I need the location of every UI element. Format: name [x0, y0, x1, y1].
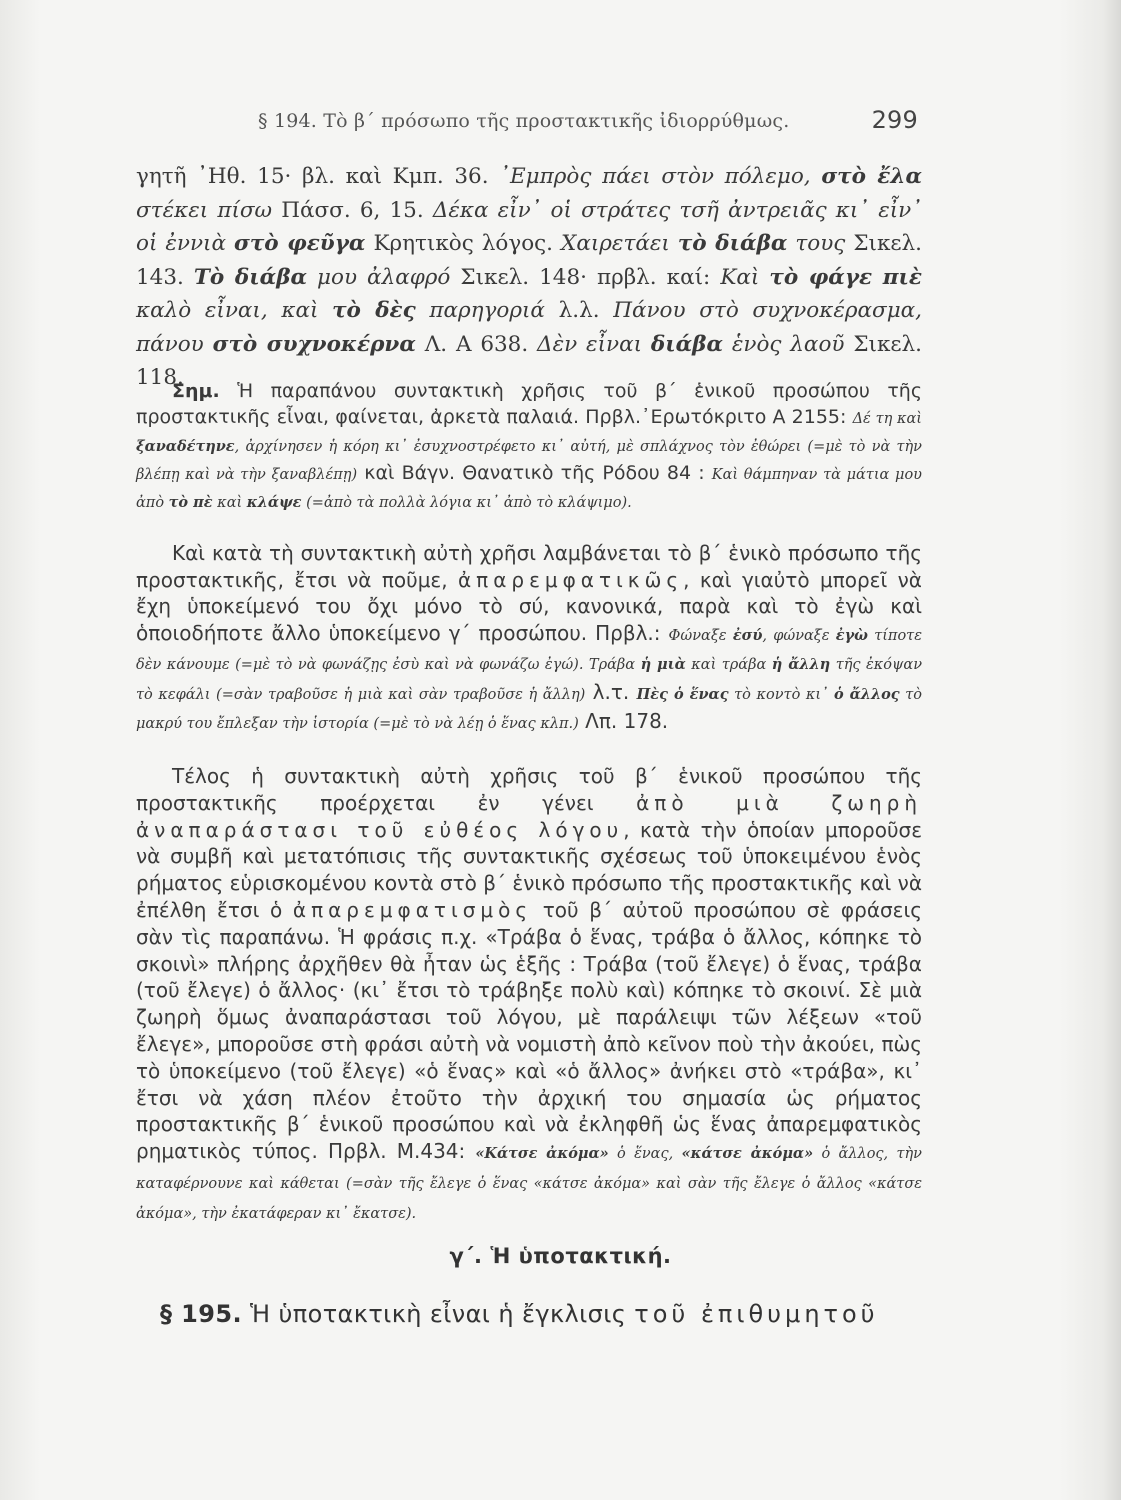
quote-bold: διάβα	[650, 331, 723, 357]
quote-bold: τὸ δὲς	[332, 298, 416, 323]
note-paragraph	[136, 378, 922, 516]
quote-italic: Πάνου στὸ συχνοκέρασμα, πάνου	[136, 298, 923, 357]
quote-italic: τὸ κοντὸ κι᾿	[728, 686, 834, 703]
quote-bold: Πὲς ὁ ἕνας	[636, 685, 729, 703]
quote-italic: Φώναξε	[668, 627, 733, 644]
quote-bold: κλάψε	[246, 494, 302, 511]
quote-italic: Δέ τη καὶ	[852, 411, 922, 427]
text-run: λ.λ.	[544, 298, 614, 323]
quote-bold: ἐσύ	[732, 626, 763, 644]
spaced-term: ἀπαρεμφατισμὸς	[292, 897, 533, 922]
page-gutter-shadow	[1103, 0, 1121, 1500]
quote-italic: τῆς ἐκόψαν τὸ κεφάλι (=σὰν τραβοῦσε ἡ μιὰ καὶ σὰν τραβοῦσε ἡ ἄλλη)	[136, 657, 923, 703]
quote-bold: ὁ ἄλλος	[833, 685, 900, 703]
quote-bold: ξαναδέτηνε	[136, 438, 235, 455]
section-opening-line	[160, 1300, 920, 1328]
quote-italic: τους	[787, 231, 846, 256]
examples-paragraph	[136, 160, 922, 395]
section-number: § 195.	[160, 1300, 242, 1328]
text-run: Λπ. 178.	[578, 709, 669, 733]
note-label: Σημ.	[172, 380, 220, 402]
quote-bold: στὸ φεῦγα	[233, 231, 366, 256]
quote-bold: ἡ μιὰ	[640, 656, 686, 673]
text-run: Σικελ. 148· πρβλ. καί:	[450, 264, 721, 290]
body-paragraph	[136, 763, 922, 1228]
quote-italic: , ἀρχίνησεν ἡ κόρη κι᾿ ἐσυχνοστρέφετο κι᾿ αὐτή, μὲ σπλάχνος τὸν ἐθώρει (=μὲ τὸ νὰ τὴν βλέπῃ καὶ νὰ τὴν ξαναβλέπῃ)	[136, 439, 922, 483]
text-run: Ἡ παραπάνου συντακτικὴ χρῆσις τοῦ β΄ ἑνικοῦ προσώπου τῆς προστακτικῆς εἶναι, φαίνεται, ἀρκετὰ παλαιά. Πρβλ.᾿Ερωτόκριτο Α 2155:	[136, 380, 922, 428]
quote-italic: καλὸ εἶναι, καὶ	[136, 298, 333, 323]
quote-bold: τὸ διάβα	[677, 231, 788, 256]
quote-italic: Χαιρετάει	[561, 231, 678, 256]
quote-bold: «κάτσε ἀκόμα»	[681, 1145, 814, 1163]
quote-bold: ἡ ἄλλη	[771, 656, 831, 673]
quote-bold: τὸ πὲ	[168, 494, 213, 511]
text-run: Σικελ. 143.	[136, 231, 923, 290]
quote-italic: (=ἀπὸ τὰ πολλὰ λόγια κι᾿ ἀπὸ τὸ κλάψιμο).	[301, 495, 632, 511]
quote-italic: ὁ ἄλλος, τὴν καταφέρνουνε καὶ κάθεται (=σὰν τῆς ἔλεγε ὁ ἕνας «κάτσε ἀκόμα» καὶ σὰν τῆς ἔλεγε ὁ ἄλλος «κάτσε ἀκόμα», τὴν ἐκατάφεραν κι᾿ ἔκατσε).	[136, 1146, 922, 1222]
spaced-term: τοῦ ἐπιθυμητοῦ	[634, 1300, 879, 1328]
text-run: , καὶ γιαὐτὸ μπορεῖ νὰ ἔχη ὑποκείμενό του ὄχι μόνο τὸ σύ, κανονικά, παρὰ καὶ τὸ ἐγὼ καὶ ὁποιοδήποτε ἄλλο ὑποκείμενο γ΄ προσώπου. Πρβλ.:	[136, 567, 922, 645]
spaced-term: ἀπαρεμφατικῶς	[457, 567, 684, 592]
text-run: καὶ Βάγν. Θανατικὸ τῆς Ρόδου 84 :	[357, 462, 712, 484]
quote-italic: Καὶ θάμπηναν τὰ μάτια μου ἀπὸ	[136, 467, 922, 511]
quote-italic: παρηγοριά	[415, 298, 545, 323]
quote-bold: Τὸ διάβα	[193, 264, 308, 290]
text-run: Ἡ ὑποτακτικὴ εἶναι ἡ ἔγκλισις	[241, 1300, 635, 1328]
text-run: λ.τ.	[585, 679, 637, 704]
text-run: Κρητικὸς λόγος.	[365, 231, 562, 256]
quote-bold: «Κάτσε ἀκόμα»	[475, 1145, 609, 1163]
quote-italic: Δὲν εἶναι	[537, 331, 651, 357]
quote-italic: , φώναξε	[762, 627, 836, 644]
quote-italic: ὁ ἕνας,	[608, 1146, 682, 1163]
quote-italic: Καὶ	[720, 264, 770, 290]
quote-italic: ᾿Εμπρὸς πάει στὸν πόλεμο,	[499, 164, 822, 189]
section-subheading: γ΄. Ἡ ὑποτακτική.	[449, 1244, 672, 1268]
quote-italic: καὶ τράβα	[685, 657, 772, 673]
text-run: , κατὰ τὴν ὁποίαν μποροῦσε νὰ συμβῆ καὶ μετατόπισις τῆς συντακτικῆς σχέσεως τοῦ ὑποκειμένου ἑνὸς ρήματος εὑρισκομένου κοντὰ στὸ β΄ ἑνικὸ πρόσωπο τῆς προστακτικῆς καὶ νὰ ἐπέλθη ἔτσι ὁ	[136, 817, 923, 922]
running-title: § 194. Τὸ β΄ πρόσωπο τῆς προστακτικῆς ἰδιορρύθμως.	[258, 110, 790, 132]
quote-italic: τὸ μακρύ του ἔπλεξαν τὴν ἱστορία (=μὲ τὸ νὰ λέῃ ὁ ἕνας κλπ.)	[136, 686, 922, 732]
quote-bold: ἐγὼ	[835, 626, 868, 644]
running-header	[258, 106, 918, 134]
quote-italic: καὶ	[212, 495, 247, 511]
text-run: Καὶ κατὰ τὴ συντακτικὴ αὐτὴ χρῆσι λαμβάνεται τὸ β΄ ἑνικὸ πρόσωπο τῆς προστακτικῆς, ἔτσι νὰ ποῦμε,	[136, 541, 922, 592]
quote-bold: στὸ ἔλα	[821, 164, 922, 189]
page-number: 299	[871, 106, 918, 134]
text-run: τοῦ β΄ αὐτοῦ προσώπου σὲ φράσεις σὰν τὶς παραπάνω. Ἡ φράσις π.χ. «Τράβα ὁ ἕνας, τράβα ὁ ἄλλος, κόπηκε τὸ σκοινὶ» πλήρης ἀρχῆθεν θὰ ἦταν ὡς ἑξῆς : Τράβα (τοῦ ἔλεγε) ὁ ἕνας, τράβα (τοῦ ἔλεγε) ὁ ἄλλος· (κι᾿ ἔτσι τὸ τράβηξε πολὺ καὶ) κόπηκε τὸ σκοινί. Σὲ μιὰ ζωηρὴ ὅμως ἀναπαράστασι τοῦ λόγου, μὲ παράλειψι τῶν λέξεων «τοῦ ἔλεγε», μποροῦσε στὴ φράσι αὐτὴ νὰ νομιστὴ ἀπὸ κεῖνον ποὺ τὴν ἀκούει, πὼς τὸ ὑποκείμενο (τοῦ ἔλεγε) «ὁ ἕνας» καὶ «ὁ ἄλλος» ἀνήκει στὸ «τράβα», κι᾿ ἔτσι νὰ χάση πλέον ἐτοῦτο τὴν ἀρχική του σημασία ὡς ρήματος προστακτικῆς β΄ ἑνικοῦ προσώπου καὶ νὰ ἐκληφθῆ ὡς ἕνας ἀπαρεμφατικὸς ρηματικὸς τύπος. Πρβλ. Μ.434:	[136, 897, 922, 1164]
quote-bold: στὸ συχνοκέρνα	[212, 331, 416, 357]
quote-italic: μου ἀλαφρό	[307, 264, 451, 290]
text-run: Λ. Α 638.	[415, 331, 538, 357]
body-paragraph	[136, 540, 922, 738]
text-run: Σικελ. 118.	[136, 331, 922, 390]
quote-italic: τίποτε δὲν κάνουμε (=μὲ τὸ νὰ φωνάζῃς ἐσὺ καὶ νὰ φωνάζω ἐγώ). Τράβα	[136, 627, 922, 673]
quote-italic: ἑνὸς λαοῦ	[723, 331, 845, 357]
text-run: Τέλος ἡ συντακτικὴ αὐτὴ χρῆσις τοῦ β΄ ἑνικοῦ προσώπου τῆς προστακτικῆς προέρχεται ἐν γένει	[136, 764, 922, 815]
quote-bold: τὸ φάγε πιὲ	[769, 264, 922, 290]
text-run: γητῆ ᾿Ηθ. 15· βλ. καὶ Κμπ. 36.	[136, 164, 500, 189]
text-run: Πάσσ. 6, 15.	[272, 197, 433, 223]
spaced-term: ἀπὸ μιὰ ζωηρὴ ἀναπαράστασι τοῦ εὐθέος λόγου	[136, 790, 923, 842]
quote-italic: στέκει πίσω	[136, 197, 273, 223]
quote-italic: Δέκα εἶν᾿ οἱ στράτες τσῆ ἀντρειᾶς κι᾿ εἶν᾿ οἱ ἐννιὰ	[136, 197, 922, 256]
